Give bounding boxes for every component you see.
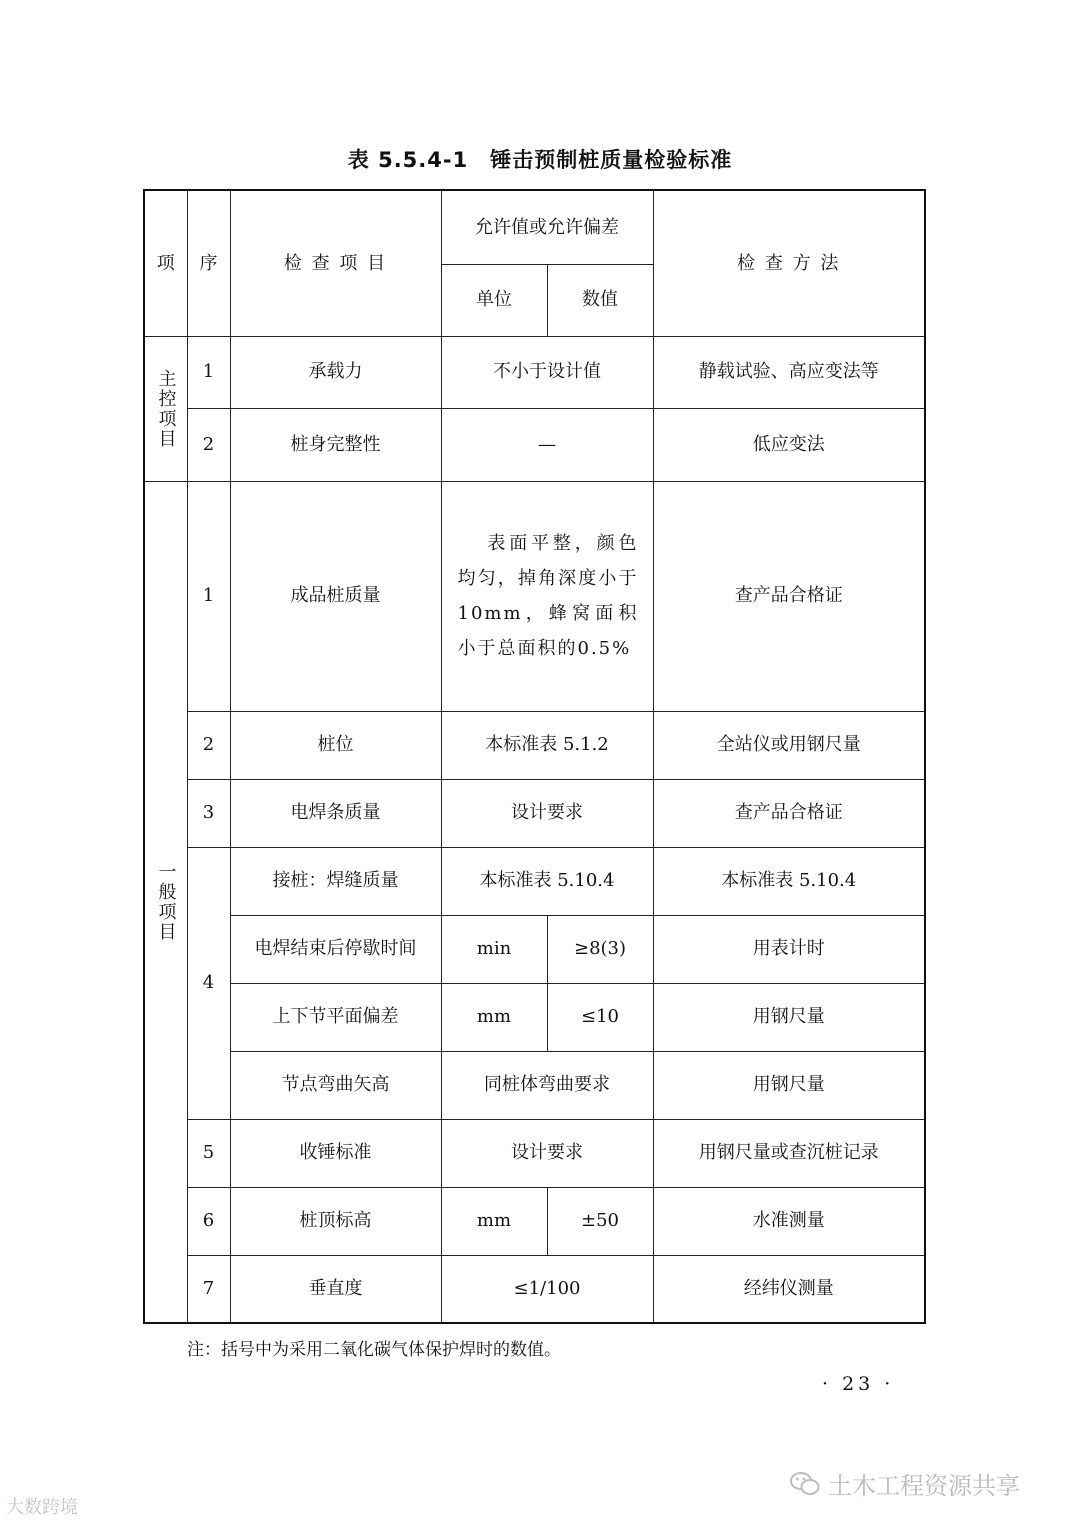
row-value: ±50: [547, 1187, 653, 1255]
row-value: ≥8(3): [547, 915, 653, 983]
table-row: [144, 847, 925, 915]
row-allowance: 本标准表 5.10.4: [441, 847, 653, 915]
row-allowance: 本标准表 5.1.2: [441, 711, 653, 779]
row-seq: 5: [187, 1119, 230, 1187]
row-seq: 1: [187, 336, 230, 408]
header-allowance: 允许值或允许偏差: [441, 190, 653, 264]
table-row: [144, 336, 925, 408]
row-allowance-text: 表面平整，颜色均匀，掉角深度小于10mm，蜂窝面积小于总面积的0.5%: [457, 533, 639, 659]
table-row: [144, 481, 925, 711]
row-item: 电焊条质量: [230, 779, 441, 847]
row-method: 查产品合格证: [653, 481, 925, 711]
row-item: 桩顶标高: [230, 1187, 441, 1255]
row-item: 收锤标准: [230, 1119, 441, 1187]
header-seq: 序: [187, 190, 230, 336]
row-item: 节点弯曲矢高: [230, 1051, 441, 1119]
watermark-right-text: 土木工程资源共享: [828, 1472, 1020, 1500]
group-general: [144, 481, 187, 1323]
row-seq: 3: [187, 779, 230, 847]
row-unit: mm: [441, 983, 547, 1051]
row-seq: 1: [187, 481, 230, 711]
row-item: 垂直度: [230, 1255, 441, 1323]
row-method: 全站仪或用钢尺量: [653, 711, 925, 779]
row-item: 桩位: [230, 711, 441, 779]
row-seq: 4: [187, 847, 230, 1119]
row-seq: 2: [187, 711, 230, 779]
row-allowance: ≤1/100: [441, 1255, 653, 1323]
row-item: 成品桩质量: [230, 481, 441, 711]
row-allowance: 同桩体弯曲要求: [441, 1051, 653, 1119]
row-allowance: 不小于设计值: [441, 336, 653, 408]
row-item: 电焊结束后停歇时间: [230, 915, 441, 983]
table-row: [144, 1255, 925, 1323]
row-unit: min: [441, 915, 547, 983]
header-method: 检 查 方 法: [653, 190, 925, 336]
row-unit: mm: [441, 1187, 547, 1255]
table-row: [144, 408, 925, 481]
row-allowance: 设计要求: [441, 779, 653, 847]
table-row: [144, 711, 925, 779]
header-unit: 单位: [441, 264, 547, 336]
row-allowance: [441, 481, 653, 711]
table-row: [144, 915, 925, 983]
wechat-icon: [790, 1471, 820, 1503]
row-seq: 6: [187, 1187, 230, 1255]
watermark-left-text: 大数跨境: [6, 1497, 78, 1518]
row-method: 用钢尺量或查沉桩记录: [653, 1119, 925, 1187]
row-item: 接桩：焊缝质量: [230, 847, 441, 915]
table-row: [144, 1119, 925, 1187]
row-seq: 2: [187, 408, 230, 481]
header-value: 数值: [547, 264, 653, 336]
row-method: 查产品合格证: [653, 779, 925, 847]
row-value: ≤10: [547, 983, 653, 1051]
group-general-label: 一般项目: [155, 861, 177, 942]
table-number: 表 5.5.4-1: [347, 148, 469, 172]
row-method: 本标准表 5.10.4: [653, 847, 925, 915]
row-allowance: 设计要求: [441, 1119, 653, 1187]
header-category: 项: [144, 190, 187, 336]
group-main-label: 主控项目: [155, 368, 177, 449]
row-method: 低应变法: [653, 408, 925, 481]
row-method: 静载试验、高应变法等: [653, 336, 925, 408]
table-row: [144, 983, 925, 1051]
table-caption: 锤击预制桩质量检验标准: [490, 148, 733, 172]
row-method: 用钢尺量: [653, 983, 925, 1051]
row-item: 承载力: [230, 336, 441, 408]
row-item: 上下节平面偏差: [230, 983, 441, 1051]
inspection-standard-table: [143, 189, 926, 1324]
header-row-1: [144, 190, 925, 264]
page-number: · 23 ·: [822, 1373, 895, 1395]
table-row: [144, 1051, 925, 1119]
table-title: [0, 144, 1080, 174]
row-allowance: —: [441, 408, 653, 481]
watermark-left: [6, 1493, 78, 1519]
row-method: 经纬仪测量: [653, 1255, 925, 1323]
watermark-right: [790, 1466, 1020, 1503]
table-row: [144, 1187, 925, 1255]
group-main: [144, 336, 187, 481]
row-method: 用表计时: [653, 915, 925, 983]
table-note: 注：括号中为采用二氧化碳气体保护焊时的数值。: [187, 1340, 561, 1360]
row-method: 水准测量: [653, 1187, 925, 1255]
row-method: 用钢尺量: [653, 1051, 925, 1119]
header-item: 检 查 项 目: [230, 190, 441, 336]
row-item: 桩身完整性: [230, 408, 441, 481]
row-seq: 7: [187, 1255, 230, 1323]
table-row: [144, 779, 925, 847]
